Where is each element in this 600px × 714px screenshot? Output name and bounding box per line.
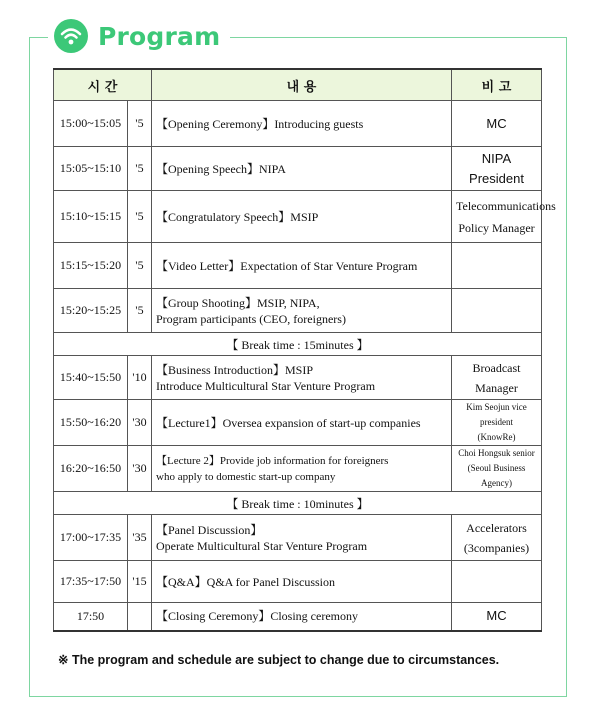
row-note	[452, 289, 542, 333]
row-time: 15:20~15:25	[54, 289, 128, 333]
row-content: 【Opening Speech】NIPA	[152, 147, 452, 191]
table-row	[54, 515, 542, 561]
row-note: MC	[452, 603, 542, 631]
row-content: 【Business Introduction】MSIP Introduce Multicultural Star Venture Program	[152, 356, 452, 400]
row-duration: '35	[128, 515, 152, 561]
table-header-row	[54, 69, 542, 101]
row-content: 【Lecture1】Oversea expansion of start-up companies	[152, 400, 452, 446]
header-time: 시 간	[54, 69, 152, 101]
row-note	[452, 243, 542, 289]
row-note: Accelerators (3companies)	[452, 515, 542, 561]
row-time: 15:40~15:50	[54, 356, 128, 400]
row-content: 【Opening Ceremony】Introducing guests	[152, 101, 452, 147]
table-row	[54, 191, 542, 243]
wifi-icon	[54, 19, 88, 53]
table-row	[54, 243, 542, 289]
row-time: 16:20~16:50	[54, 446, 128, 492]
row-duration: '30	[128, 446, 152, 492]
table-row	[54, 603, 542, 631]
row-duration: '5	[128, 191, 152, 243]
row-note: Broadcast Manager	[452, 356, 542, 400]
program-heading	[48, 16, 230, 56]
table-row	[54, 289, 542, 333]
row-duration: '5	[128, 101, 152, 147]
row-content: 【Closing Ceremony】Closing ceremony	[152, 603, 452, 631]
row-duration: '5	[128, 289, 152, 333]
row-note: NIPA President	[452, 147, 542, 191]
table-row	[54, 147, 542, 191]
row-note: MC	[452, 101, 542, 147]
row-time: 17:00~17:35	[54, 515, 128, 561]
row-content: 【Panel Discussion】 Operate Multicultural Star Venture Program	[152, 515, 452, 561]
row-note: Choi Hongsuk senior (Seoul Business Agency)	[452, 446, 542, 492]
row-duration: '5	[128, 147, 152, 191]
row-duration: '30	[128, 400, 152, 446]
row-time: 15:05~15:10	[54, 147, 128, 191]
row-content: 【Congratulatory Speech】MSIP	[152, 191, 452, 243]
schedule-table	[53, 68, 556, 632]
row-content: 【Q&A】Q&A for Panel Discussion	[152, 561, 452, 603]
page-title: Program	[98, 21, 221, 51]
row-time: 17:50	[54, 603, 128, 631]
row-note: Kim Seojun vice president (KnowRe)	[452, 400, 542, 446]
break-row	[54, 333, 542, 356]
row-duration: '10	[128, 356, 152, 400]
table-row	[54, 561, 542, 603]
row-time: 15:10~15:15	[54, 191, 128, 243]
row-content: 【Video Letter】Expectation of Star Venture Program	[152, 243, 452, 289]
row-content: 【Lecture 2】Provide job information for foreigners who apply to domestic start-up company	[152, 446, 452, 492]
row-time: 17:35~17:50	[54, 561, 128, 603]
row-time: 15:00~15:05	[54, 101, 128, 147]
break-row	[54, 492, 542, 515]
row-time: 15:15~15:20	[54, 243, 128, 289]
footnote: ※ The program and schedule are subject to change due to circumstances.	[58, 653, 500, 667]
row-time: 15:50~16:20	[54, 400, 128, 446]
header-note: 비 고	[452, 69, 542, 101]
table-row	[54, 400, 542, 446]
table-row	[54, 446, 542, 492]
table-row	[54, 101, 542, 147]
row-duration	[128, 603, 152, 631]
break-time-label: 【 Break time : 10minutes 】	[54, 492, 542, 515]
row-duration: '15	[128, 561, 152, 603]
row-note	[452, 561, 542, 603]
break-time-label: 【 Break time : 15minutes 】	[54, 333, 542, 356]
row-duration: '5	[128, 243, 152, 289]
row-note: Telecommunications Policy Manager	[452, 191, 542, 243]
row-content: 【Group Shooting】MSIP, NIPA, Program participants (CEO, foreigners)	[152, 289, 452, 333]
table-row	[54, 356, 542, 400]
header-content: 내 용	[152, 69, 452, 101]
